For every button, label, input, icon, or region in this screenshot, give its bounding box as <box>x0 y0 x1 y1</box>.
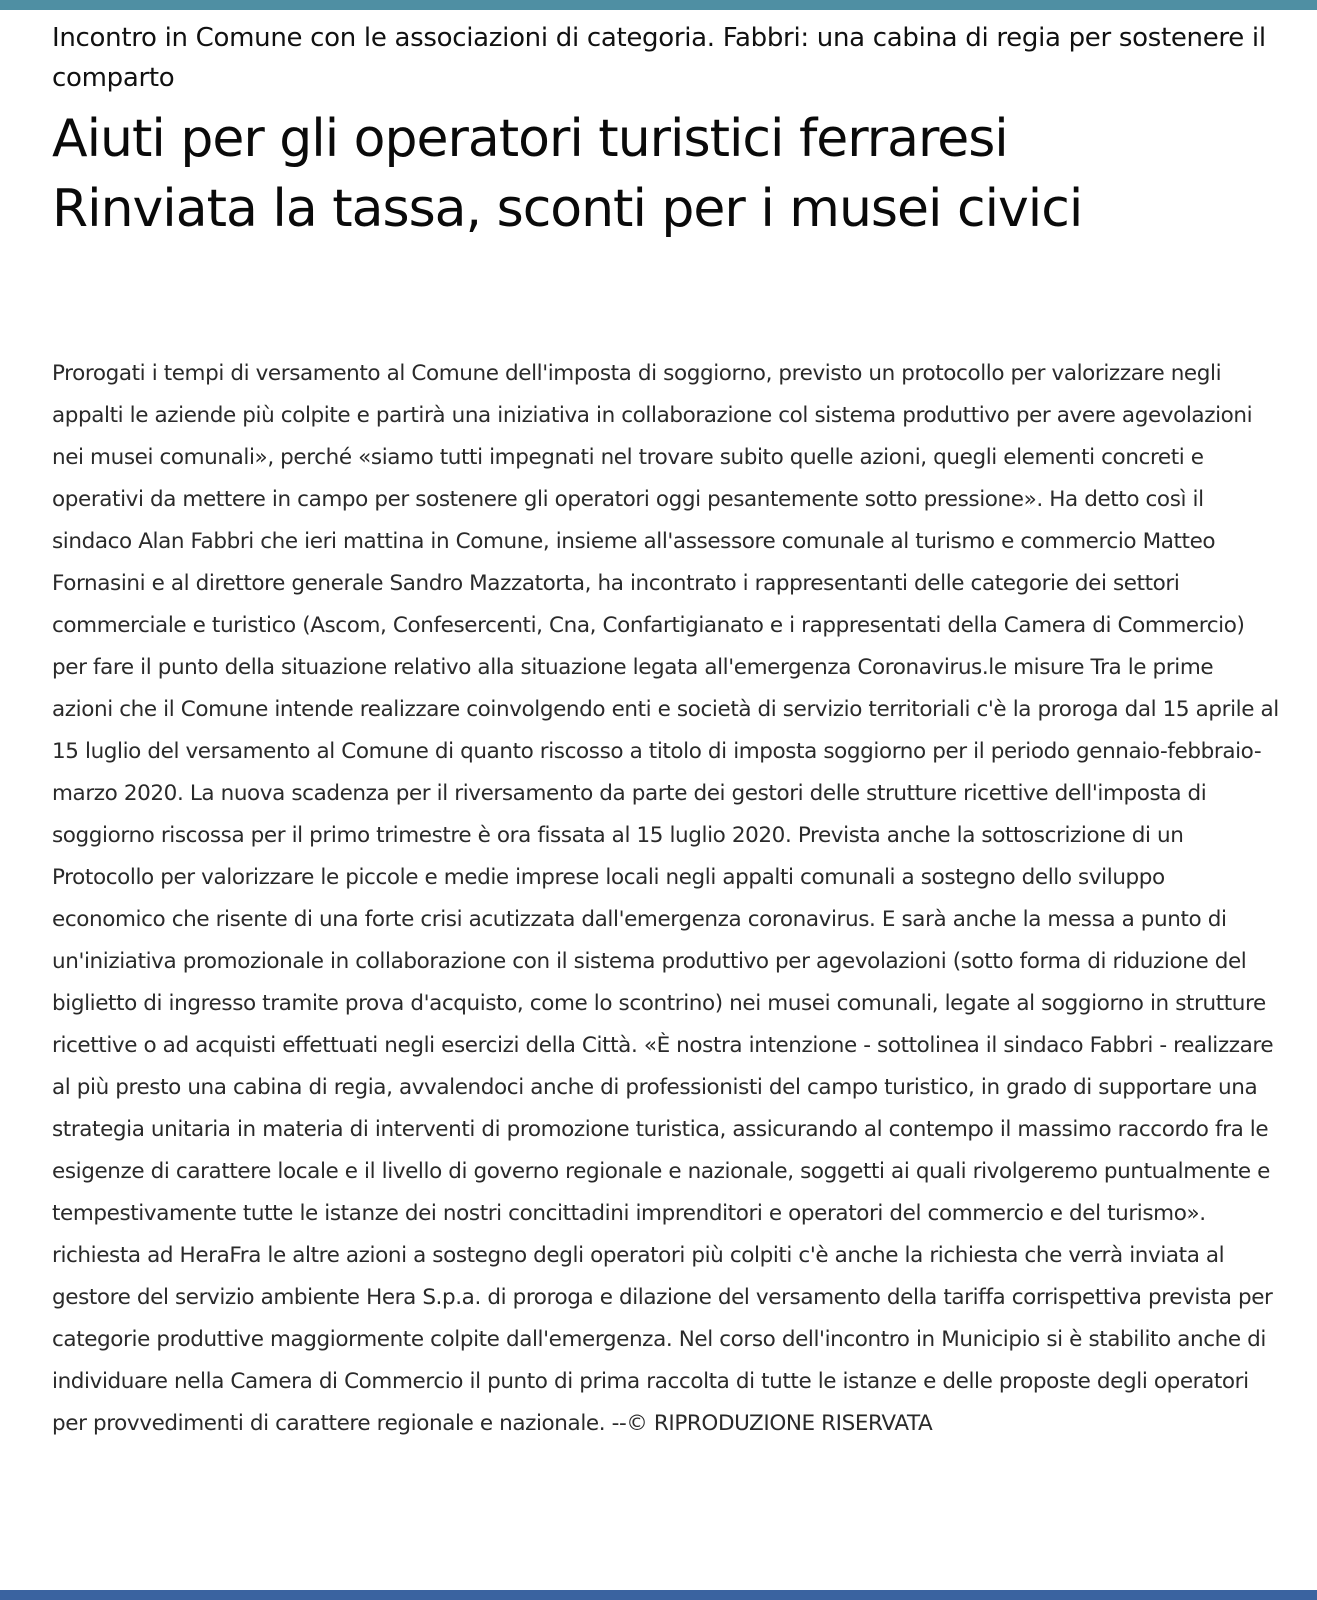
bottom-border <box>0 1590 1317 1600</box>
headline-line-1: Aiuti per gli operatori turistici ferraresi <box>52 109 1008 169</box>
article-kicker: Incontro in Comune con le associazioni di categoria. Fabbri: una cabina di regia per sostenere il comparto <box>52 23 1266 93</box>
article-body: Prorogati i tempi di versamento al Comune dell'imposta di soggiorno, previsto un protocollo per valorizzare negli appalti le aziende più colpite e partirà una iniziativa in collaborazione col sistema produttivo per avere agevolazioni nei musei comunali», perché «siamo tutti impegnati nel trovare subito quelle azioni, quegli elementi concreti e operativi da mettere in campo per sostenere gli operatori oggi pesantemente sotto pressione». Ha detto così il sindaco Alan Fabbri che ieri mattina in Comune, insieme all'assessore comunale al turismo e commercio Matteo Fornasini e al direttore generale Sandro Mazzatorta, ha incontrato i rappresentanti delle categorie dei settori commerciale e turistico (Ascom, Confesercenti, Cna, Confartigianato e i rappresentati della Camera di Commercio) per fare il punto della situazione relativo alla situazione legata all'emergenza Coronavirus.le misure Tra le prime azioni che il Comune intende realizzare coinvolgendo enti e società di servizio territoriali c'è la proroga dal 15 aprile al 15 luglio del versamento al Comune di quanto riscosso a titolo di imposta soggiorno per il periodo gennaio-febbraio-marzo 2020. La nuova scadenza per il riversamento da parte dei gestori delle strutture ricettive dell'imposta di soggiorno riscossa per il primo trimestre è ora fissata al 15 luglio 2020. Prevista anche la sottoscrizione di un Protocollo per valorizzare le piccole e medie imprese locali negli appalti comunali a sostegno dello sviluppo economico che risente di una forte crisi acutizzata dall'emergenza coronavirus. E sarà anche la messa a punto di un'iniziativa promozionale in collaborazione con il sistema produttivo per agevolazioni (sotto forma di riduzione del biglietto di ingresso tramite prova d'acquisto, come lo scontrino) nei musei comunali, legate al soggiorno in strutture ricettive o ad acquisti effettuati negli esercizi della Città. «È nostra intenzione - sottolinea il sindaco Fabbri - realizzare al più presto una cabina di regia, avvalendoci anche di professionisti del campo turistico, in grado di supportare una strategia unitaria in materia di interventi di promozione turistica, assicurando al contempo il massimo raccordo fra le esigenze di carattere locale e il livello di governo regionale e nazionale, soggetti ai quali rivolgeremo puntualmente e tempestivamente tutte le istanze dei nostri concittadini imprenditori e operatori del commercio e del turismo». richiesta ad HeraFra le altre azioni a sostegno degli operatori più colpiti c'è anche la richiesta che verrà inviata al gestore del servizio ambiente Hera S.p.a. di proroga e dilazione del versamento della tariffa corrispettiva prevista per categorie produttive maggiormente colpite dall'emergenza. Nel corso dell'incontro in Municipio si è stabilito anche di individuare nella Camera di Commercio il punto di prima raccolta di tutte le istanze e delle proposte degli operatori per provvedimenti di carattere regionale e nazionale. --© RIPRODUZIONE RISERVATA <box>52 361 1279 1436</box>
article-headline <box>52 104 1282 244</box>
headline-line-2: Rinviata la tassa, sconti per i musei civici <box>52 179 1083 239</box>
article-header <box>52 18 1282 244</box>
top-border <box>0 0 1317 10</box>
